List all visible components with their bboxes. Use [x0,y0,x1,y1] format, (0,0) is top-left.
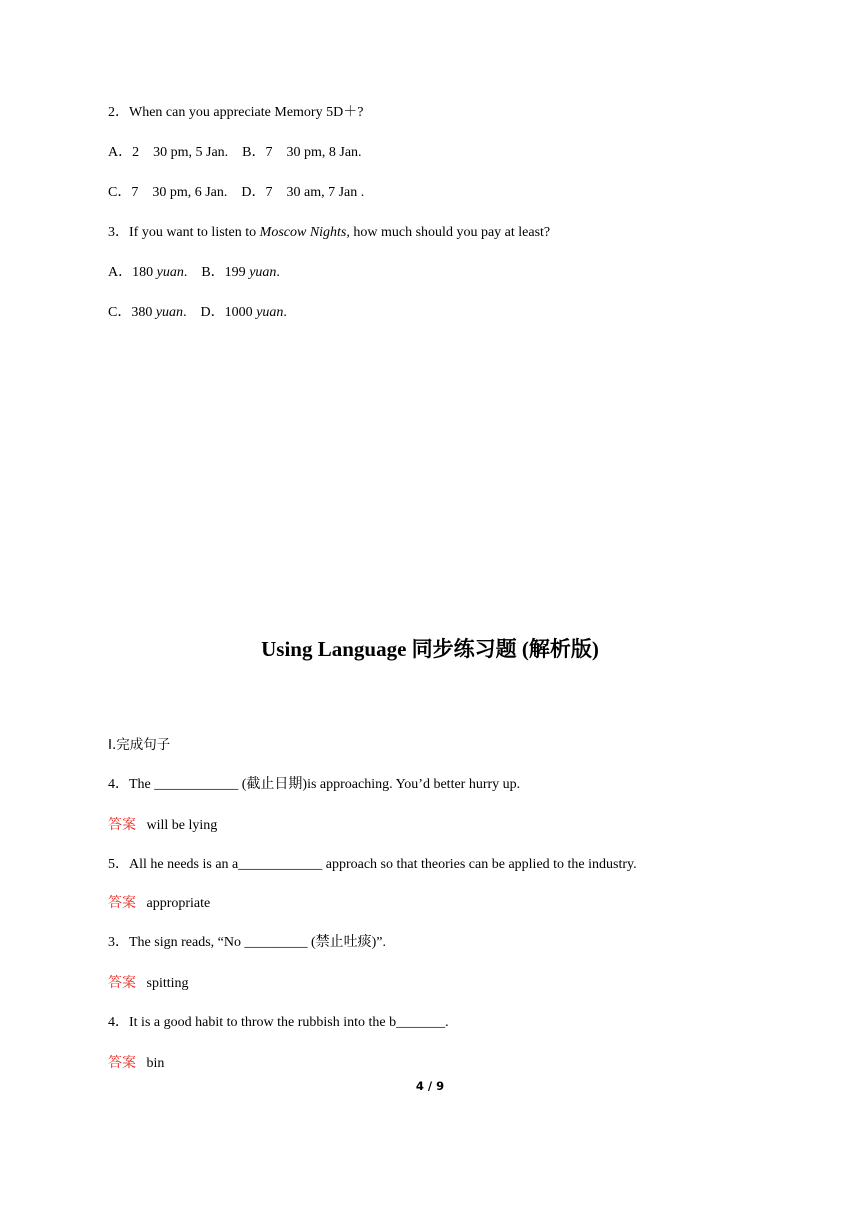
question-2-options-ab: A．2 30 pm, 5 Jan. B．7 30 pm, 8 Jan. [108,145,362,160]
answer-text: bin [146,1056,165,1071]
item-4-question: 4．It is a good habit to throw the rubbish into the b_______. [108,1015,449,1030]
answer-label: 答案 [108,817,136,833]
item-3-answer [108,974,189,993]
item-1-question: 4．The ____________ (截止日期)is approaching. You’d better hurry up. [108,777,521,792]
question-3-text-post: how much should you pay at least? [349,225,551,240]
item-2-answer [108,894,210,913]
option-d: . D．1000 [183,305,257,320]
question-3-text-pre: 3．If you want to listen to [108,225,260,240]
question-3-options-cd [108,304,287,322]
option-b-unit: yuan [249,265,277,280]
question-3-song-title: Moscow Nights, [259,225,350,240]
answer-text: appropriate [146,896,211,911]
answer-text: will be lying [146,818,218,833]
section-heading: Ⅰ.完成句子 [108,737,171,753]
page-title: Using Language 同步练习题 (解析版) [261,637,599,661]
item-1-answer [108,816,217,835]
option-d-period: . [283,305,287,320]
option-c: C．380 [108,305,156,320]
answer-label: 答案 [108,895,136,911]
answer-label: 答案 [108,1055,136,1071]
question-3 [108,224,550,242]
item-4-answer [108,1054,164,1073]
option-d-unit: yuan [256,305,284,320]
page-number: 4 / 9 [415,1079,445,1093]
option-a: A．180 [108,265,157,280]
answer-label: 答案 [108,975,136,991]
option-a-unit: yuan [156,265,184,280]
answer-text: spitting [146,976,189,991]
item-3-question: 3．The sign reads, “No _________ (禁止吐痰)”. [108,935,387,950]
option-b-period: . [276,265,280,280]
option-b: . B．199 [183,265,250,280]
question-2-options-cd: C．7 30 pm, 6 Jan. D．7 30 am, 7 Jan . [108,185,365,200]
question-3-options-ab [108,264,280,282]
option-c-unit: yuan [155,305,184,320]
item-2-question: 5．All he needs is an a____________ approach so that theories can be applied to the industry. [108,857,637,872]
question-2: 2．When can you appreciate Memory 5D＋? [108,105,364,120]
